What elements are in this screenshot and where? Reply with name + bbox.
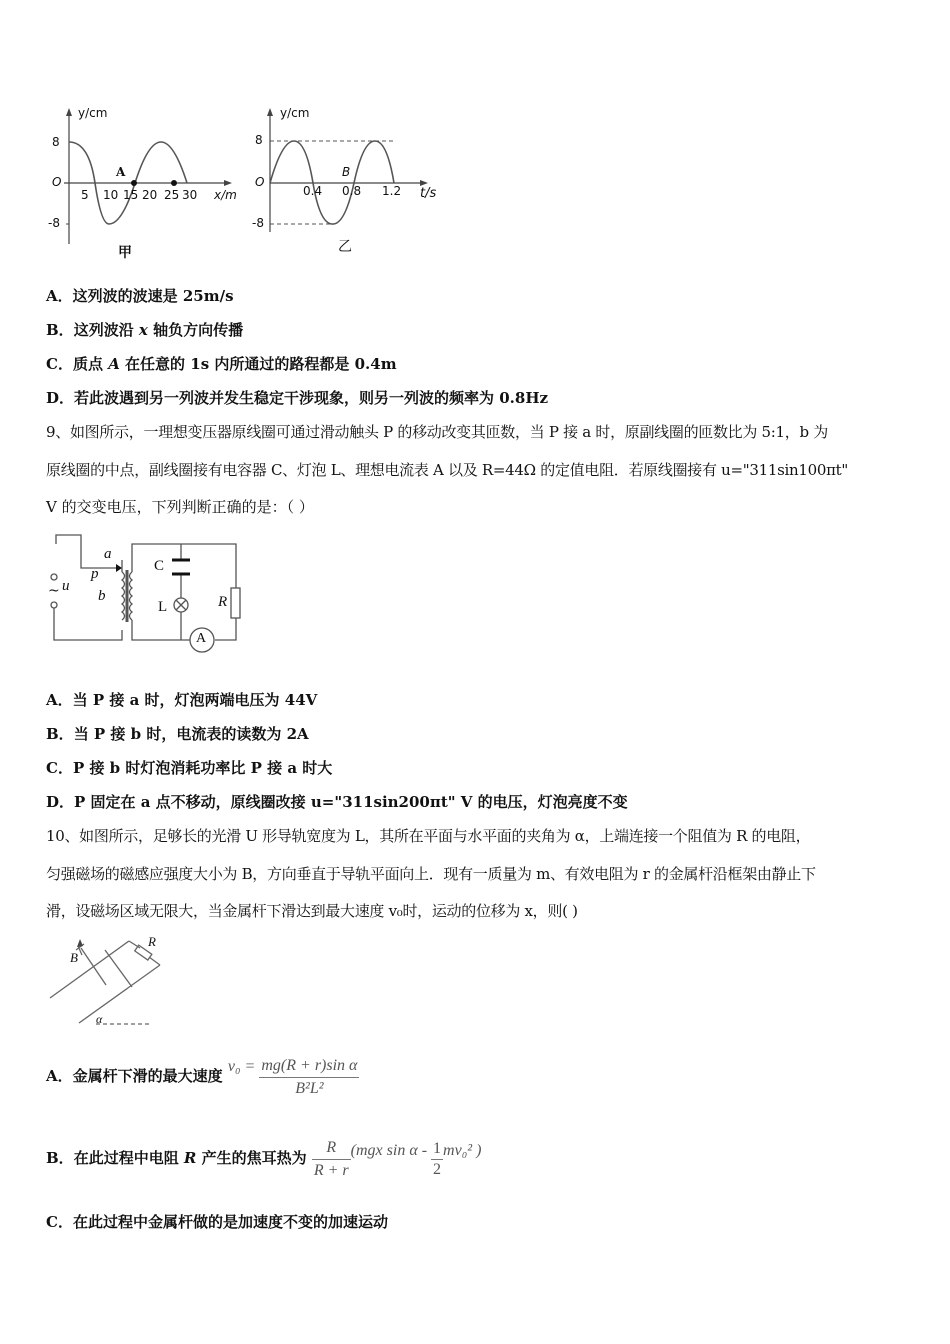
option-key: A． <box>46 1067 73 1085</box>
y-tick-neg8: -8 <box>48 216 60 230</box>
option-key: A． <box>46 287 73 305</box>
formula-tail-pre: (mgx sin α - <box>350 1142 432 1159</box>
y-tick-8: 8 <box>255 133 263 147</box>
t-tick-0.4: 0.4 <box>303 184 323 198</box>
vibration-t-graph <box>248 104 448 254</box>
q8-option-a <box>46 286 234 306</box>
ammeter-icon: A <box>196 631 207 646</box>
q8-option-b <box>46 320 243 340</box>
denominator: 2 <box>433 1160 442 1178</box>
q9-stem-line-1: 9、如图所示，一理想变压器原线圈可通过滑动触头 P 的移动改变其匝数，当 P 接 a 时，原副线圈的匝数比为 5:1，b 为 <box>46 423 828 441</box>
variable: A <box>108 355 120 373</box>
denominator: R + r <box>313 1161 349 1179</box>
option-text: 若此波遇到另一列波并发生稳定干涉现象，则另一列波的频率为 0.8Hz <box>74 389 549 407</box>
origin-label: O <box>255 175 265 189</box>
t-axis-label: t/s <box>420 186 437 201</box>
option-text: 当 P 接 b 时，电流表的读数为 2A <box>73 725 309 743</box>
label-p: p <box>91 566 99 582</box>
q9-stem-line-3: V 的交变电压，下列判断正确的是：（ ） <box>46 498 314 516</box>
figure-caption-jia: 甲 <box>118 245 132 261</box>
figure-caption-yi: 乙 <box>338 239 352 255</box>
t-tick-1.2: 1.2 <box>382 184 402 198</box>
label-u: u <box>62 578 70 594</box>
formula-joule-heat <box>312 1138 482 1179</box>
label-a: a <box>104 546 112 562</box>
option-text: P 固定在 a 点不移动，原线圈改接 u="311sin200πt" V 的电压，灯泡亮度不变 <box>74 793 628 811</box>
q10-stem-line-1: 10、如图所示，足够长的光滑 U 形导轨宽度为 L，其所在平面与水平面的夹角为 α，上端连接一个阻值为 R 的电阻， <box>46 827 811 845</box>
t-tick-0.8: 0.8 <box>342 184 362 198</box>
circuit-diagram <box>44 530 244 660</box>
q9-option-b <box>46 724 309 744</box>
y-axis-label: y/cm <box>280 106 310 120</box>
option-text-post: 产生的焦耳热为 <box>196 1149 307 1167</box>
formula-max-velocity <box>227 1056 360 1097</box>
label-resistor-r: R <box>148 934 156 949</box>
wave-x-graph <box>44 104 244 254</box>
option-text-pre: 在此过程中电阻 <box>73 1149 184 1167</box>
fraction-resistance-ratio <box>312 1137 351 1182</box>
option-key: D． <box>46 793 75 811</box>
option-text: 这列波的波速是 25m/s <box>72 287 234 305</box>
rails-diagram <box>44 930 214 1030</box>
option-text-post: 轴负方向传播 <box>147 321 244 339</box>
option-text-pre: 这列波沿 <box>73 321 139 339</box>
q9-stem-line-2: 原线圈的中点，副线圈接有电容器 C、灯泡 L、理想电流表 A 以及 R=44Ω 的定值电阻．若原线圈接有 u="311sin100πt" <box>46 461 848 479</box>
option-text: 当 P 接 a 时，灯泡两端电压为 44V <box>72 691 318 709</box>
option-text: P 接 b 时灯泡消耗功率比 P 接 a 时大 <box>72 759 333 777</box>
y-axis-label: y/cm <box>78 106 108 120</box>
y-tick-neg8: -8 <box>252 216 264 230</box>
label-b: b <box>98 588 106 604</box>
denominator: B²L² <box>295 1079 324 1097</box>
option-key: C． <box>46 759 73 777</box>
figure-inclined-rails <box>44 930 214 1030</box>
formula-lhs: v₀ = <box>227 1058 256 1075</box>
label-alpha: α <box>96 1012 103 1026</box>
point-b-label: B <box>342 165 351 179</box>
option-text-pre: 质点 <box>72 355 109 373</box>
x-axis-label: x/m <box>214 188 237 202</box>
x-tick-20: 20 <box>142 188 158 202</box>
label-capacitor-c: C <box>154 558 165 574</box>
fraction <box>259 1055 359 1100</box>
label-lamp-l: L <box>158 599 168 615</box>
numerator: 1 <box>431 1139 443 1160</box>
numerator: mg(R + r)sin α <box>259 1055 359 1078</box>
x-tick-10: 10 <box>103 188 119 202</box>
q9-option-c <box>46 758 332 778</box>
y-tick-8: 8 <box>52 135 60 149</box>
variable: R <box>183 1149 197 1167</box>
q9-option-a <box>46 690 317 710</box>
x-tick-30: 30 <box>182 188 198 202</box>
label-b-field: B <box>70 950 78 965</box>
option-key: A． <box>46 691 73 709</box>
q8-option-d <box>46 388 548 408</box>
option-key: C． <box>46 1213 73 1231</box>
option-key: B． <box>46 1149 74 1167</box>
fraction-half <box>431 1139 443 1180</box>
q10-stem-line-2: 匀强磁场的磁感应强度大小为 B，方向垂直于导轨平面向上．现有一质量为 m、有效电阻为 r 的金属杆沿框架由静止下 <box>46 865 816 883</box>
x-tick-5: 5 <box>81 188 89 202</box>
option-key: B． <box>46 725 74 743</box>
q9-option-d <box>46 792 628 812</box>
q10-option-c <box>46 1212 388 1232</box>
origin-label: O <box>52 175 62 189</box>
variable: x <box>138 321 148 339</box>
q8-option-c <box>46 354 397 374</box>
formula-tail-post: mv₀² ) <box>443 1142 482 1159</box>
q10-stem-line-3: 滑，设磁场区域无限大，当金属杆下滑达到最大速度 v₀时，运动的位移为 x，则( ) <box>46 902 578 920</box>
ac-source-icon: ~ <box>48 583 60 599</box>
x-tick-25: 25 <box>164 188 180 202</box>
q10-option-b <box>46 1126 481 1184</box>
option-key: C． <box>46 355 73 373</box>
option-text: 在此过程中金属杆做的是加速度不变的加速运动 <box>72 1213 388 1231</box>
numerator: R <box>312 1137 351 1160</box>
option-text: 金属杆下滑的最大速度 <box>72 1067 223 1085</box>
option-text-post: 在任意的 1s 内所通过的路程都是 0.4m <box>119 355 397 373</box>
figure-transformer-circuit <box>44 530 244 660</box>
option-key: D． <box>46 389 75 407</box>
label-resistor-r: R <box>218 594 228 610</box>
option-key: B． <box>46 321 74 339</box>
q10-option-a <box>46 1044 359 1100</box>
point-a-label: A <box>116 165 126 179</box>
figure-wave-x <box>44 104 244 261</box>
x-tick-15: 15 <box>123 188 139 202</box>
figure-vibration-t <box>248 104 448 254</box>
